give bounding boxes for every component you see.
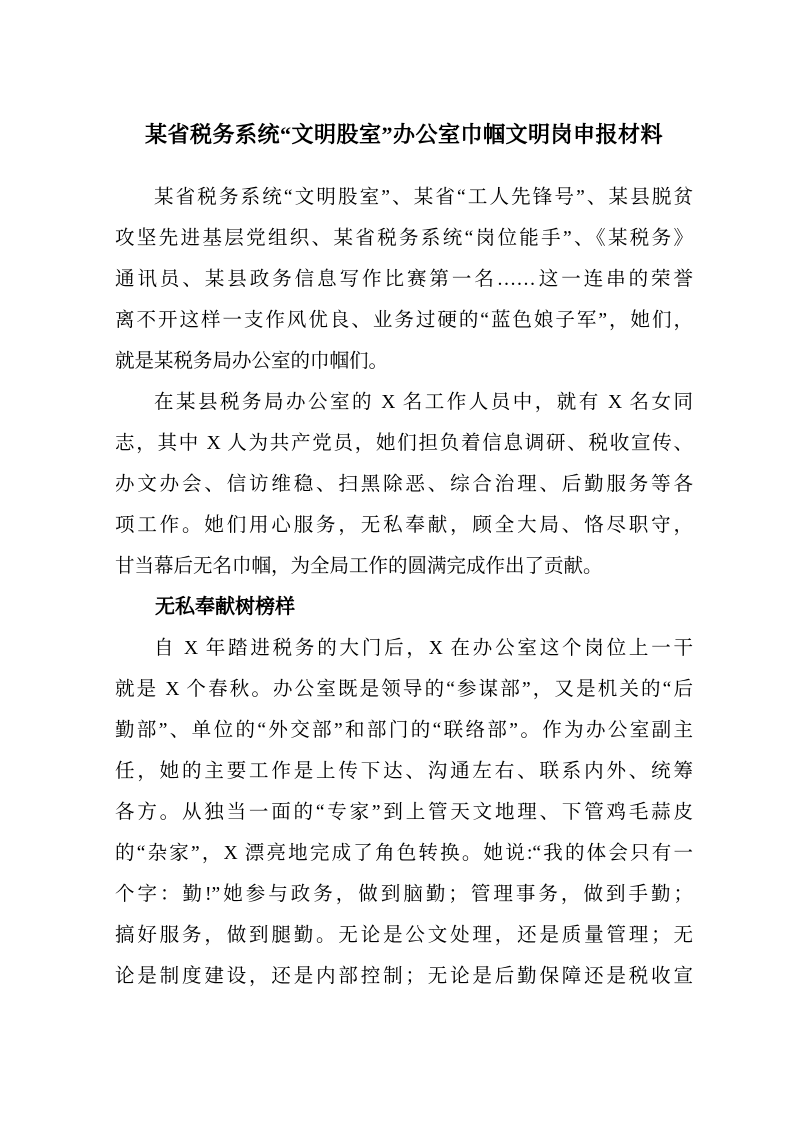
document-title: 某省税务系统“文明股室”办公室巾帼文明岗申报材料 [144, 122, 663, 147]
text-line: 搞好服务，做到腿勤。无论是公文处理，还是质量管理；无 [115, 925, 693, 946]
paragraph-3 [115, 628, 693, 997]
text-line: 任，她的主要工作是上传下达、沟通左右、联系内外、统筹 [115, 761, 693, 782]
text-line: 某省税务系统“文明股室”、某省“工人先锋号”、某县脱贫 [154, 187, 693, 208]
paragraph-1 [115, 177, 693, 382]
heading-line: 无私奉献树榜样 [155, 596, 295, 618]
text-line: 各方。从独当一面的“专家”到上管天文地理、下管鸡毛蒜皮 [115, 802, 693, 823]
document-body [115, 177, 693, 997]
text-line: 攻坚先进基层党组织、某省税务系统“岗位能手”、《某税务》 [115, 228, 693, 249]
text-line: 离不开这样一支作风优良、业务过硬的“蓝色娘子军”，她们， [115, 310, 693, 331]
text-line: 办文办会、信访维稳、扫黑除恶、综合治理、后勤服务等各 [115, 474, 693, 495]
text-line: 个字：勤!”她参与政务，做到脑勤；管理事务，做到手勤； [115, 884, 693, 905]
text-line: 的“杂家”，X 漂亮地完成了角色转换。她说:“我的体会只有一 [115, 843, 693, 864]
section-heading-1 [115, 587, 693, 628]
text-line: 自 X 年踏进税务的大门后，X 在办公室这个岗位上一干 [154, 638, 693, 659]
text-line: 通讯员、某县政务信息写作比赛第一名……这一连串的荣誉 [115, 269, 693, 290]
paragraph-2 [115, 382, 693, 587]
text-line: 论是制度建设，还是内部控制；无论是后勤保障还是税收宣 [115, 966, 693, 987]
text-line: 甘当幕后无名巾帼，为全局工作的圆满完成作出了贡献。 [115, 556, 603, 577]
text-line: 就是 X 个春秋。办公室既是领导的“参谋部”，又是机关的“后 [115, 679, 693, 700]
text-line: 就是某税务局办公室的巾帼们。 [115, 351, 389, 372]
text-line: 项工作。她们用心服务，无私奉献，顾全大局、恪尽职守， [115, 515, 693, 536]
text-line: 勤部”、单位的“外交部”和部门的“联络部”。作为办公室副主 [115, 720, 693, 741]
text-line: 志，其中 X 人为共产党员，她们担负着信息调研、税收宣传、 [115, 433, 693, 454]
text-line: 在某县税务局办公室的 X 名工作人员中，就有 X 名女同 [154, 392, 693, 413]
